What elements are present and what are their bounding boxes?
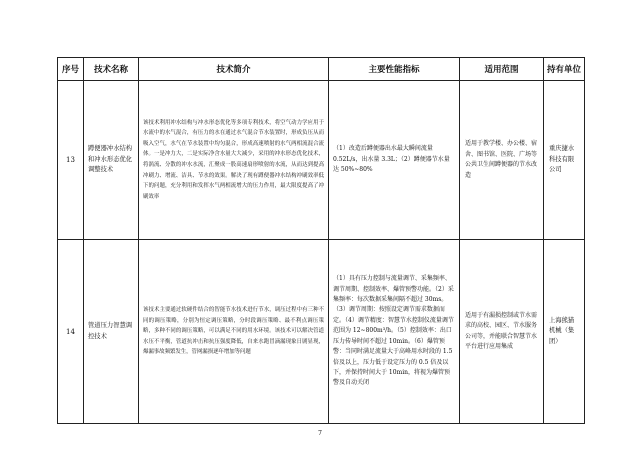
holder-organization: 上海熊猫机械（集团） (544, 240, 585, 424)
technology-name: 蹲便器冲水结构和冲水形态优化调整技术 (84, 81, 139, 240)
header-holder: 持有单位 (544, 58, 585, 81)
header-scope: 适用范围 (460, 58, 544, 81)
technology-intro: 该技术主要通过软硬件结合的智能节水技术进行节水，调压过程中有三种不同的调压策略，分别为恒定调压策略，分时段调压策略、最不利点调压策略，多种不同的调压策略，可以满足不同的用水环境。该技术可以解决管道水压不平衡，管道抗冲击和抗压强度降低，自来水跑冒滴漏现象日剧显现，爆漏事故频繁发生，管网漏损逐年增加等问题 (139, 240, 329, 424)
technology-name: 管道压力智慧调控技术 (84, 240, 139, 424)
applicable-scope: 适用于教学楼、办公楼、宿舍、图书馆、医院、广场等公共卫生间蹲便器的节水改造 (460, 81, 544, 240)
performance-spec: （1）改造后蹲便器出水最大瞬间流量 0.52L/s，出水量 3.3L；（2）蹲便器节水量达 50%~80% (329, 81, 460, 240)
header-intro: 技术简介 (139, 58, 329, 81)
row-number: 14 (58, 240, 84, 424)
row-number: 13 (58, 81, 84, 240)
technology-intro: 该技术利用冲水结构与冲水形态优化等多项专利技术，将空气动力学应用于水流中的水气混合，有压力的水在通过水气混合节水装置时，形成负压从而吸入空气，水气在节水装置中均匀混合，形成高速喷射的水气两相流混合流体。一是冲力大，二是实际净含水量大大减少，采用的冲水形态优化技术，将涡流、分散的冲水水流，汇聚成一股高速扇形喷射的水流，从而达到提高冲刷力、增流、洁具、节水的效果。解决了现有蹲便器冲水结构冲刷效率低下的问题，充分利用和发挥水气两相流增大的压力作用，最大限度提高了冲刷效率 (139, 81, 329, 240)
table-row (58, 240, 585, 424)
header-name: 技术名称 (84, 58, 139, 81)
page-number: 7 (318, 430, 322, 437)
table-header-row (58, 58, 585, 81)
header-spec: 主要性能指标 (329, 58, 460, 81)
applicable-scope: 适用于有漏损控制或节水需求的高校、园区、节水服务公司等，并能联合智慧节水平台进行应用集成 (460, 240, 544, 424)
technology-table (57, 57, 585, 424)
table-row (58, 81, 585, 240)
header-no: 序号 (58, 58, 84, 81)
holder-organization: 重庆捷水科技有限公司 (544, 81, 585, 240)
performance-spec: （1）具有压力控制与流量调节、采集频率、调节周期、控制效率、爆管预警功能。（2）采集频率：每次数据采集间隔不超过 30ms。（3）调节周期：按照设定调节需求数据而定。（4）调节精度：智慧节水控制仪流量调节范围为 12~800m³/h。（5）控制效率：出口压力传导时间不超过 10min。（6）爆管预警：当同时满足流量大于高峰用水时段的 1.5 倍及以上，压力低于设定压力的 0.5 倍及以下，并保持时间大于 10min，将视为爆管预警及自动关闭 (329, 240, 460, 424)
